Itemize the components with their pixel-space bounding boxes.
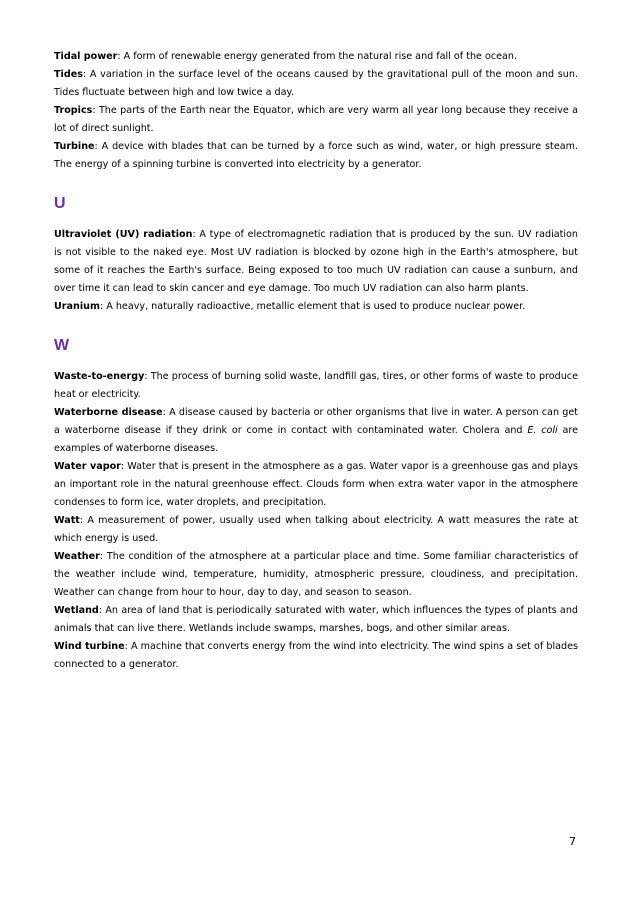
glossary-definition: : The parts of the Earth near the Equator, which are very warm all year long because they receive a lot of direct sunlight. — [54, 105, 578, 134]
page-number: 7 — [569, 835, 576, 848]
glossary-definition: : A form of renewable energy generated from the natural rise and fall of the ocean. — [117, 51, 518, 62]
glossary-term: Turbine — [54, 141, 95, 152]
glossary-term: Uranium — [54, 301, 100, 312]
glossary-term: Watt — [54, 515, 80, 526]
glossary-term: Waterborne disease — [54, 407, 163, 418]
glossary-term: Ultraviolet (UV) radiation — [54, 229, 193, 240]
glossary-definition: : An area of land that is periodically saturated with water, which influences the types of plants and animals that can live there. Wetlands include swamps, marshes, bogs, and other similar areas. — [54, 605, 578, 634]
glossary-entry-turbine — [54, 138, 578, 174]
glossary-entry-watt — [54, 512, 578, 548]
glossary-definition: : Water that is present in the atmosphere as a gas. Water vapor is a greenhouse gas and plays an important role in the natural greenhouse effect. Clouds form when extra water vapor in the atmosphere condenses to form ice, water droplets, and precipitation. — [54, 461, 578, 508]
glossary-entry-wetland — [54, 602, 578, 638]
section-letter-u: U — [54, 195, 66, 212]
glossary-definition: : A variation in the surface level of the oceans caused by the gravitational pull of the moon and sun. Tides fluctuate between high and low twice a day. — [54, 69, 578, 98]
glossary-term: Wind turbine — [54, 641, 125, 652]
glossary-term: Water vapor — [54, 461, 121, 472]
glossary-entry-tidal-power — [54, 48, 578, 66]
glossary-definition: : A type of electromagnetic radiation that is produced by the sun. UV radiation is not visible to the naked eye. Most UV radiation is blocked by ozone high in the Earth's atmosphere, but some of it reaches the Earth's surface. Being exposed to too much UV radiation can cause a sunburn, and over time it can lead to skin cancer and eye damage. Too much UV radiation can also harm plants. — [54, 229, 578, 294]
glossary-term: Waste-to-energy — [54, 371, 145, 382]
glossary-entry-tropics — [54, 102, 578, 138]
glossary-entry-waste-to-energy — [54, 368, 578, 404]
glossary-term: Tidal power — [54, 51, 118, 62]
glossary-definition: : A disease caused by bacteria or other organisms that live in water. A person can get a waterborne disease if they drink or come in contact with contaminated water. Cholera and — [54, 407, 578, 436]
glossary-definition-italic: E. coli — [527, 425, 558, 436]
glossary-entry-tides — [54, 66, 578, 102]
glossary-entry-ultraviolet-radiation — [54, 226, 578, 298]
glossary-entry-weather — [54, 548, 578, 602]
glossary-entry-water-vapor — [54, 458, 578, 512]
glossary-definition: : A heavy, naturally radioactive, metallic element that is used to produce nuclear power. — [99, 301, 526, 312]
glossary-entry-uranium — [54, 298, 578, 316]
glossary-definition: are examples of waterborne diseases. — [54, 425, 578, 454]
glossary-entry-wind-turbine — [54, 638, 578, 674]
section-letter-w: W — [54, 337, 70, 354]
glossary-definition: : A machine that converts energy from the wind into electricity. The wind spins a set of blades connected to a generator. — [54, 641, 578, 670]
glossary-entry-waterborne-disease — [54, 404, 578, 458]
glossary-definition: : A device with blades that can be turned by a force such as wind, water, or high pressure steam. The energy of a spinning turbine is converted into electricity by a generator. — [54, 141, 578, 170]
glossary-definition: : The process of burning solid waste, landfill gas, tires, or other forms of waste to produce heat or electricity. — [54, 371, 578, 400]
glossary-definition: : The condition of the atmosphere at a particular place and time. Some familiar characteristics of the weather include wind, temperature, humidity, atmospheric pressure, cloudiness, and precipitation. Weather can change from hour to hour, day to day, and season to season. — [54, 551, 578, 598]
glossary-definition: : A measurement of power, usually used when talking about electricity. A watt measures the rate at which energy is used. — [54, 515, 578, 544]
glossary-content — [54, 48, 578, 674]
glossary-term: Tropics — [54, 105, 93, 116]
glossary-term: Weather — [54, 551, 100, 562]
glossary-term: Wetland — [54, 605, 99, 616]
glossary-term: Tides — [54, 69, 83, 80]
